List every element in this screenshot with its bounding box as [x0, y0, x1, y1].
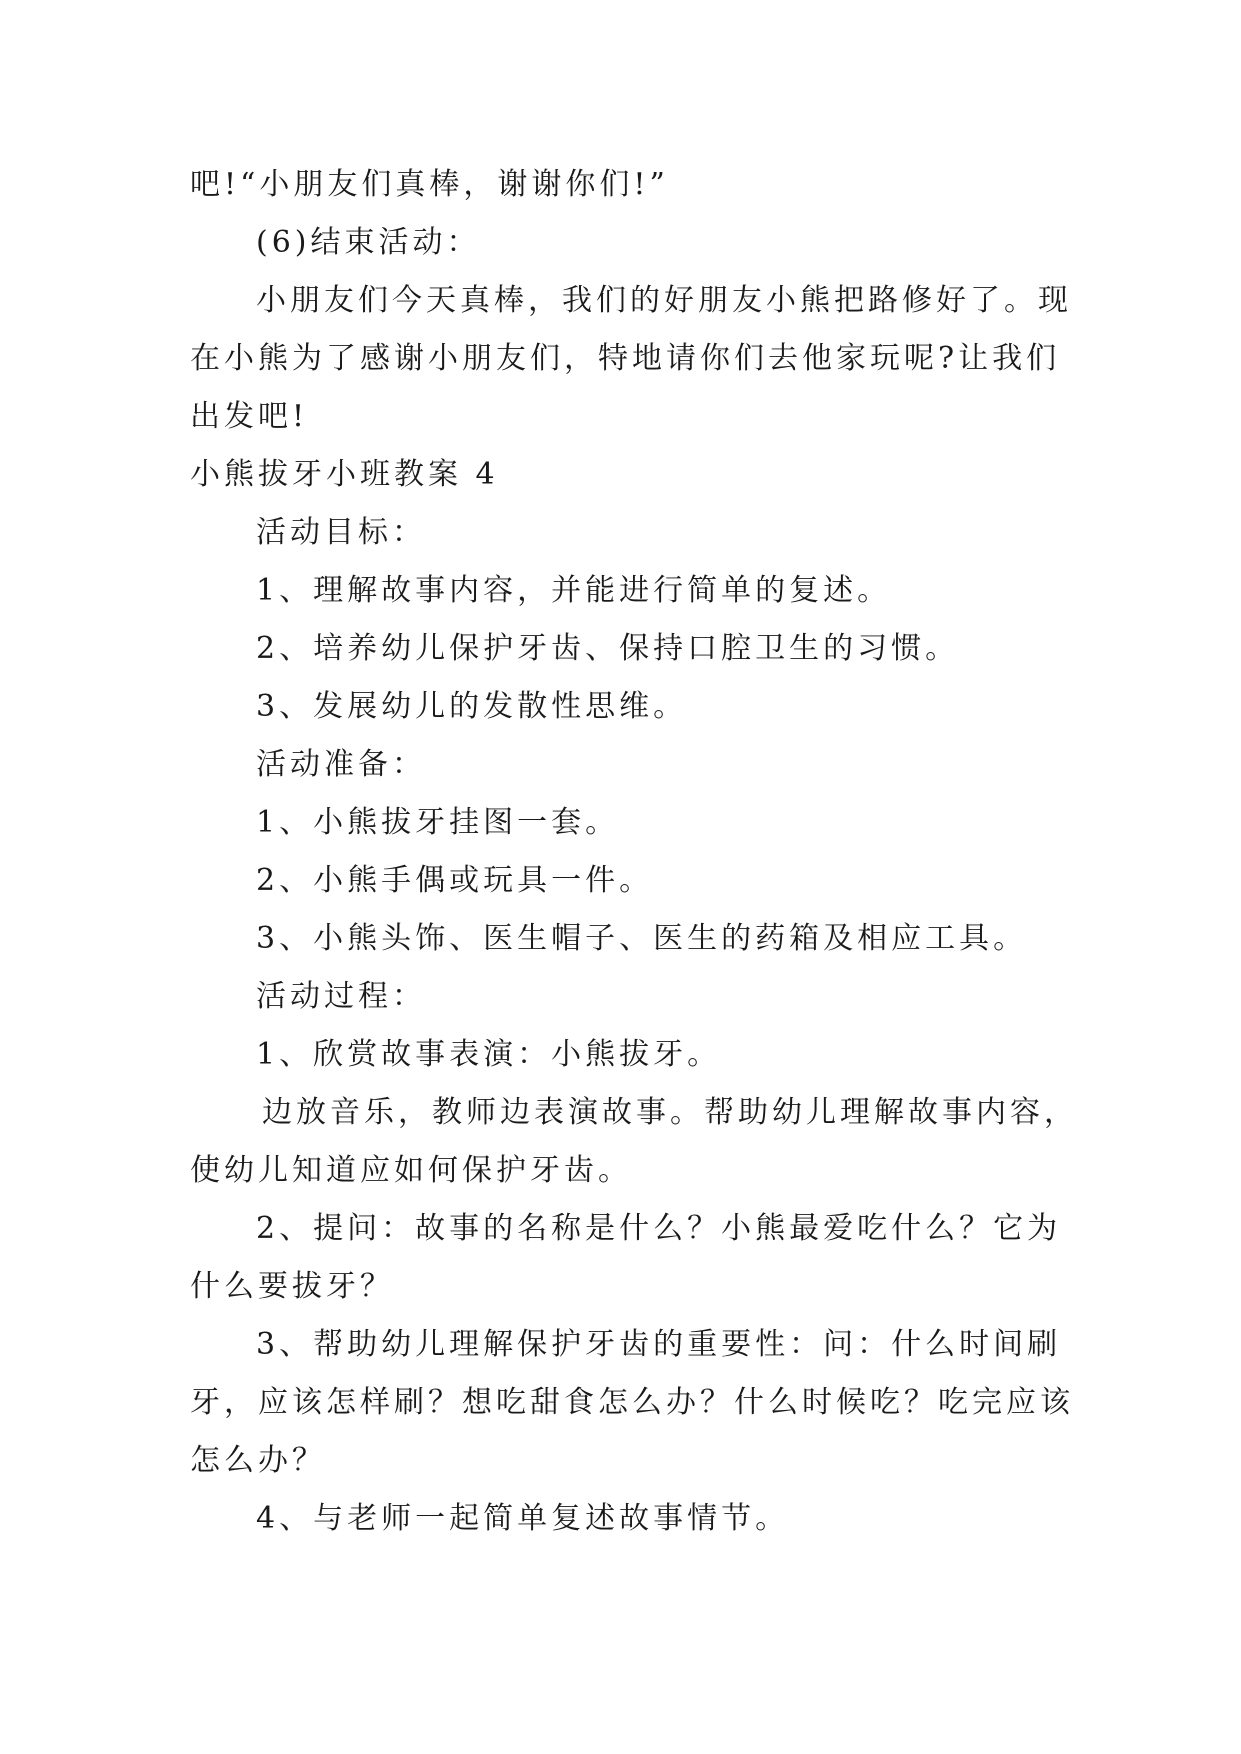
text-line: 什么要拔牙？ [190, 1269, 394, 1304]
text-line: 小朋友们今天真棒，我们的好朋友小熊把路修好了。现 [256, 283, 1072, 318]
text-line: (6)结束活动： [256, 225, 481, 260]
text-line: 1、理解故事内容，并能进行简单的复述。 [256, 573, 892, 608]
text-line: 出发吧! [190, 399, 309, 434]
text-line: 3、帮助幼儿理解保护牙齿的重要性：问：什么时间刷 [256, 1327, 1062, 1362]
text-line: 1、小熊拔牙挂图一套。 [256, 805, 620, 840]
text-line: 3、发展幼儿的发散性思维。 [256, 689, 688, 724]
text-line: 2、培养幼儿保护牙齿、保持口腔卫生的习惯。 [256, 631, 960, 666]
text-line: 牙，应该怎样刷？想吃甜食怎么办？什么时候吃？吃完应该 [190, 1385, 1074, 1420]
text-line: 1、欣赏故事表演：小熊拔牙。 [256, 1037, 722, 1072]
text-line: 活动过程： [256, 979, 426, 1014]
text-line: 2、提问：故事的名称是什么？小熊最爱吃什么？它为 [256, 1211, 1062, 1246]
text-line: 在小熊为了感谢小朋友们，特地请你们去他家玩呢?让我们 [190, 341, 1061, 376]
text-line: 3、小熊头饰、医生帽子、医生的药箱及相应工具。 [256, 921, 1028, 956]
text-line: 吧!“小朋友们真棒，谢谢你们!” [190, 167, 669, 202]
text-line: 2、小熊手偶或玩具一件。 [256, 863, 654, 898]
text-line: 边放音乐，教师边表演故事。帮助幼儿理解故事内容， [262, 1095, 1078, 1130]
text-line: 怎么办？ [190, 1443, 326, 1478]
text-line: 活动目标： [256, 515, 426, 550]
text-line: 活动准备： [256, 747, 426, 782]
text-line: 4、与老师一起简单复述故事情节。 [256, 1501, 790, 1536]
section-heading: 小熊拔牙小班教案 4 [190, 457, 499, 492]
text-line: 使幼儿知道应如何保护牙齿。 [190, 1153, 632, 1188]
